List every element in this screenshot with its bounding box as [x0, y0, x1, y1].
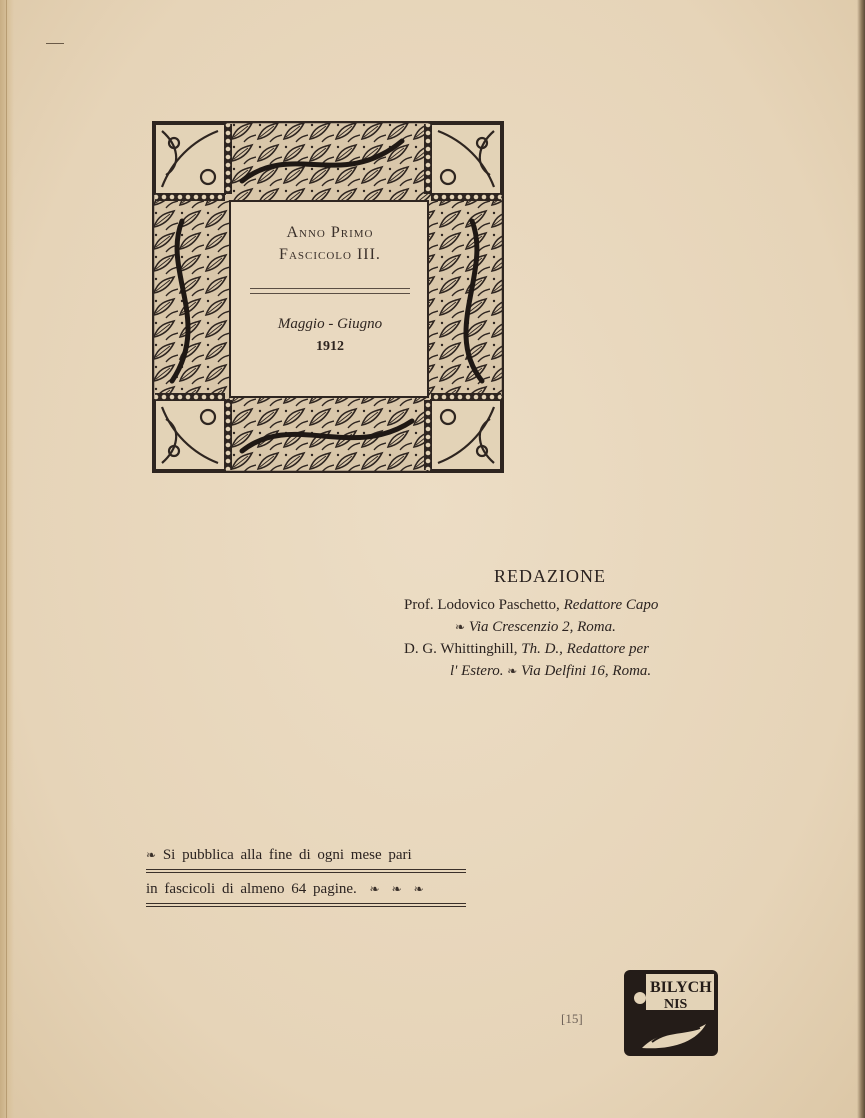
- page-left-edge: [0, 0, 14, 1118]
- redazione-line-2: [455, 619, 616, 636]
- volume-label: Anno Primo: [286, 224, 374, 241]
- issue-months: Maggio - Giugno: [277, 316, 383, 332]
- redazione-line-1: [404, 597, 658, 614]
- publication-divider: [146, 869, 466, 873]
- printer-mark: [46, 43, 64, 44]
- fleuron-icon: ❧: [507, 664, 518, 678]
- fleuron-icon: ❧: [455, 620, 466, 634]
- foreign-editor-name: D. G. Whittinghill,: [404, 641, 522, 657]
- issue-label: Fascicolo III.: [279, 246, 381, 263]
- publication-line-2: [146, 877, 466, 901]
- foreign-editor-address: Via Delfini 16, Roma.: [521, 663, 652, 679]
- editor-address: Via Crescenzio 2, Roma.: [468, 619, 616, 635]
- redazione-line-3: [404, 641, 649, 658]
- redazione-heading: REDAZIONE: [494, 566, 606, 586]
- editor-name: Prof. Lodovico Paschetto,: [404, 597, 564, 613]
- issue-year: 1912: [316, 339, 344, 354]
- fleuron-icon: ❧: [146, 848, 157, 862]
- publication-note: [146, 843, 466, 911]
- publication-frequency: Si pubblica alla fine di ogni mese pari: [162, 847, 412, 863]
- svg-text:BILYCH: BILYCH: [650, 979, 712, 996]
- svg-text:NIS: NIS: [664, 997, 688, 1012]
- fleuron-icon: ❧ ❧ ❧: [363, 882, 424, 896]
- foreign-editor-title: Th. D., Redattore per: [521, 641, 649, 657]
- bilychnis-emblem-icon: [622, 968, 720, 1058]
- publication-size: in fascicoli di almeno 64 pagine.: [146, 881, 357, 897]
- editor-role: Redattore Capo: [563, 597, 659, 613]
- foreign-editor-role: l' Estero.: [450, 663, 504, 679]
- publication-bottom-rule: [146, 903, 466, 907]
- ornamental-frame: [152, 121, 504, 473]
- redazione-line-4: [450, 663, 651, 680]
- frame-divider: [250, 288, 410, 294]
- frame-text: [232, 202, 428, 394]
- publication-line-1: [146, 843, 466, 867]
- page-number: [15]: [561, 1011, 583, 1026]
- page-right-edge: [857, 0, 865, 1118]
